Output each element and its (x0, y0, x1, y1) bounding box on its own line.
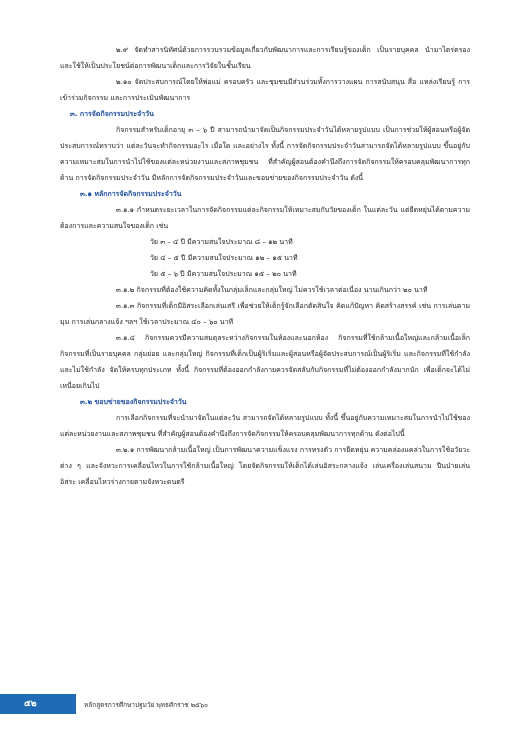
section-3-body: กิจกรรมสำหรับเด็กอายุ ๓ – ๖ ปี สามารถนำมาจัดเป็นกิจกรรมประจำวันได้หลายรูปแบบ เป็นการช่วยให้ผู้สอนหรือผู้จัดประสบการณ์ทราบว่า แต่ละวันจะทำกิจกรรมอะไร เมื่อใด และอย่างไร ทั้งนี้ การจัดกิจกรรมประจำวันสามารถจัดได้หลายรูปแบบ ขึ้นอยู่กับความเหมาะสมในการนำไปใช้ของแต่ละหน่วยงานและสภาพชุมชน ที่สำคัญผู้สอนต้องคำนึงถึงการจัดกิจกรรมให้ครอบคลุมพัฒนาการทุกด้าน การจัดกิจกรรมประจำวัน มีหลักการจัดกิจกรรมประจำวันและขอบข่ายของกิจกรรมประจำวัน ดังนี้ (60, 126, 470, 182)
paragraph-2-10: ๒.๑๐ จัดประสบการณ์โดยให้พ่อแม่ ครอบครัว และชุมชนมีส่วนร่วมทั้งการวางแผน การสนับสนุน สื่อ แหล่งเรียนรู้ การเข้าร่วมกิจกรรม และการประเมินพัฒนาการ (60, 78, 470, 102)
paragraph-2-9: ๒.๙ จัดทำสารนิทัศน์ด้วยการรวบรวมข้อมูลเกี่ยวกับพัฒนาการและการเรียนรู้ของเด็ก เป็นรายบุคคล นำมาไตร่ตรองและใช้ให้เป็นประโยชน์ต่อการพัฒนาเด็กและการวิจัยในชั้นเรียน (60, 46, 470, 70)
item-3-1-4: ๓.๑.๔ กิจกรรมควรมีความสมดุลระหว่างกิจกรรมในห้องและนอกห้อง กิจกรรมที่ใช้กล้ามเนื้อใหญ่และกล้ามเนื้อเล็ก กิจกรรมที่เป็นรายบุคคล กลุ่มย่อย และกลุ่มใหญ่ กิจกรรมที่เด็กเป็นผู้ริเริ่มและผู้สอนหรือผู้จัดประสบการณ์เป็นผู้ริเริ่ม และกิจกรรมที่ใช้กำลังและไม่ใช้กำลัง จัดให้ครบทุกประเภท ทั้งนี้ กิจกรรมที่ต้องออกกำลังกายควรจัดสลับกับกิจกรรมที่ไม่ต้องออกกำลังมากนัก เพื่อเด็กจะได้ไม่เหนื่อยเกินไป (60, 334, 470, 390)
section-3-1-heading: ๓.๑ หลักการจัดกิจกรรมประจำวัน (80, 190, 182, 198)
item-3-1-3: ๓.๑.๓ กิจกรรมที่เด็กมีอิสระเลือกเล่นเสรี เพื่อช่วยให้เด็กรู้จักเลือกตัดสินใจ คิดแก้ปัญหา คิดสร้างสรรค์ เช่น การเล่นตามมุม การเล่นกลางแจ้ง ฯลฯ ใช้เวลาประมาณ ๔๐ – ๖๐ นาที (60, 302, 470, 326)
section-3-2-heading: ๓.๒ ขอบข่ายของกิจกรรมประจำวัน (80, 398, 187, 406)
item-3-1-2: ๓.๑.๒ กิจกรรมที่ต้องใช้ความคิดทั้งในกลุ่มเล็กและกลุ่มใหญ่ ไม่ควรใช้เวลาต่อเนื่อง นานเกินกว่า ๒๐ นาที (116, 286, 428, 294)
footer-title: หลักสูตรการศึกษาปฐมวัย พุทธศักราช ๒๕๖๐ (84, 701, 208, 709)
age-range-2: วัย ๔ – ๕ ปี มีความสนใจประมาณ ๑๒ – ๑๕ นาที (150, 254, 298, 262)
section-3-2-body: การเลือกกิจกรรมที่จะนำมาจัดในแต่ละวัน สามารถจัดได้หลายรูปแบบ ทั้งนี้ ขึ้นอยู่กับความเหมาะสมในการนำไปใช้ของแต่ละหน่วยงานและสภาพชุมชน ที่สำคัญผู้สอนต้องคำนึงถึงการจัดกิจกรรมให้ครอบคลุมพัฒนาการทุกด้าน ดังต่อไปนี้ (60, 414, 470, 438)
item-3-1-1: ๓.๑.๑ กำหนดระยะเวลาในการจัดกิจกรรมแต่ละกิจกรรมให้เหมาะสมกับวัยของเด็ก ในแต่ละวัน แต่ยืดหยุ่นได้ตามความต้องการและความสนใจของเด็ก เช่น (60, 206, 470, 230)
age-range-1: วัย ๓ – ๔ ปี มีความสนใจประมาณ ๘ – ๑๒ นาที (150, 238, 293, 246)
footer-page-bar (0, 694, 76, 714)
body-text (60, 42, 470, 490)
page-number: ๕๒ (24, 699, 37, 709)
age-range-3: วัย ๕ – ๖ ปี มีความสนใจประมาณ ๑๕ – ๒๐ นาที (150, 270, 297, 278)
section-3-heading: ๓. การจัดกิจกรรมประจำวัน (70, 110, 154, 118)
item-3-2-1: ๓.๒.๑ การพัฒนากล้ามเนื้อใหญ่ เป็นการพัฒนาความแข็งแรง การทรงตัว การยืดหยุ่น ความคล่องแคล่วในการใช้อวัยวะต่าง ๆ และจังหวะการเคลื่อนไหวในการใช้กล้ามเนื้อใหญ่ โดยจัดกิจกรรมให้เด็กได้เล่นอิสระกลางแจ้ง เล่นเครื่องเล่นสนาม ปีนป่ายเล่นอิสระ เคลื่อนไหวร่างกายตามจังหวะดนตรี (60, 446, 470, 486)
